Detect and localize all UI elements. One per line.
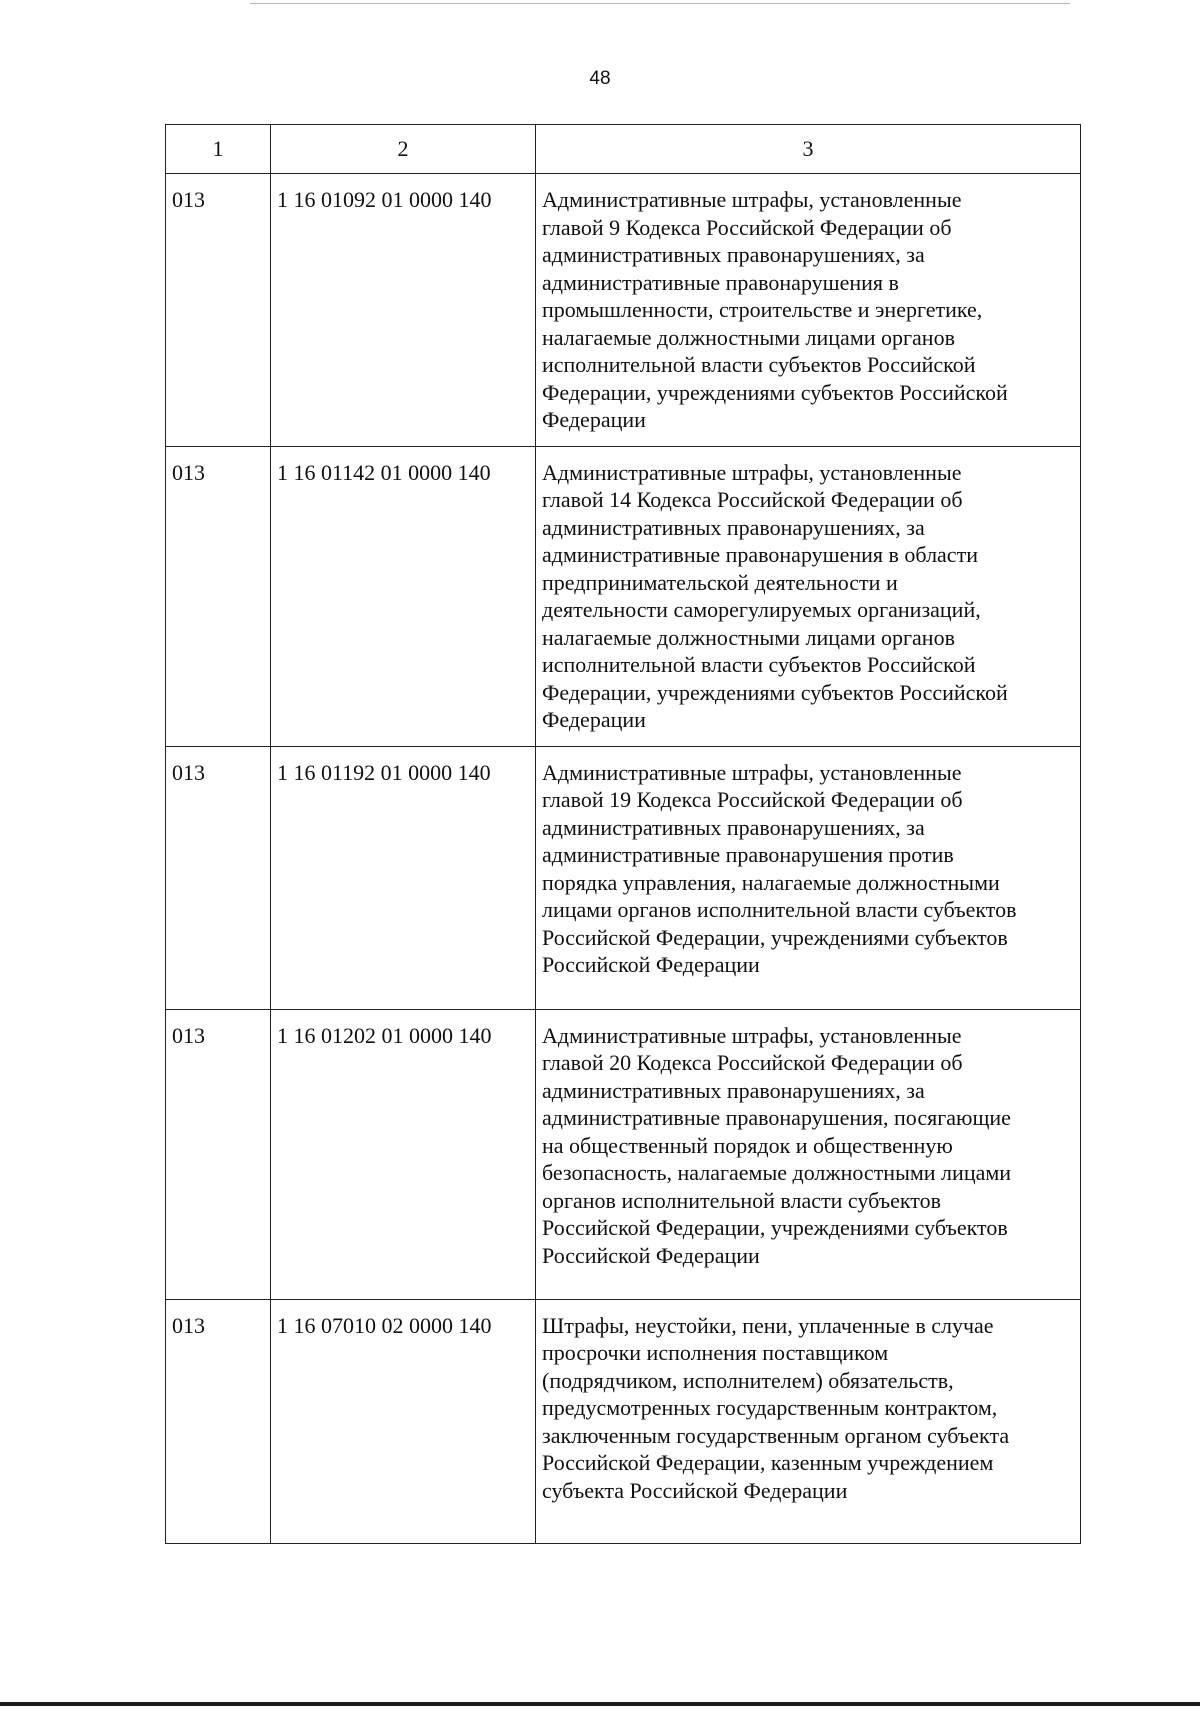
description-line: лицами органов исполнительной власти субъектов xyxy=(542,897,1017,922)
description-line: исполнительной власти субъектов Российской xyxy=(542,352,976,377)
description-line: просрочки исполнения поставщиком xyxy=(542,1340,889,1365)
description-line: (подрядчиком, исполнителем) обязательств, xyxy=(542,1367,954,1393)
description-line: налагаемые должностными лицами органов xyxy=(542,624,955,650)
description-line: порядка управления, налагаемые должностными xyxy=(542,869,1000,895)
description-cell xyxy=(536,1299,1081,1543)
description-line: предпринимательской деятельности и xyxy=(542,569,898,595)
description-line: Административные штрафы, установленные xyxy=(542,759,962,785)
table-row xyxy=(166,174,1081,447)
description-line: административные правонарушения, посягающие xyxy=(542,1105,1011,1130)
description-line: субъекта Российской Федерации xyxy=(542,1477,848,1503)
description-line: Административные штрафы, установленные xyxy=(542,459,962,485)
admin-code-cell: 013 xyxy=(166,1299,271,1543)
description-line: Российской Федерации xyxy=(542,1242,760,1268)
description-line: на общественный порядок и общественную xyxy=(542,1132,953,1158)
kbk-code-cell: 1 16 07010 02 0000 140 xyxy=(271,1299,536,1543)
description-line: заключенным государственным органом субъекта xyxy=(542,1422,1010,1448)
description-cell xyxy=(536,746,1081,1009)
table-row xyxy=(166,1009,1081,1299)
description-line: Российской Федерации, учреждениями субъектов xyxy=(542,1215,1008,1240)
admin-code-cell: 013 xyxy=(166,1009,271,1299)
description-line: административных правонарушениях, за xyxy=(542,814,925,840)
description-line: Федерации, учреждениями субъектов Российской xyxy=(542,679,1008,705)
description-line: безопасность, налагаемые должностными лицами xyxy=(542,1160,1012,1185)
admin-code-cell: 013 xyxy=(166,174,271,447)
kbk-code-cell: 1 16 01092 01 0000 140 xyxy=(271,174,536,447)
description-line: промышленности, строительстве и энергетике, xyxy=(542,297,983,322)
scan-edge-top xyxy=(250,3,1070,4)
description-cell xyxy=(536,1009,1081,1299)
admin-code-cell: 013 xyxy=(166,446,271,746)
description-line: административные правонарушения в области xyxy=(542,542,978,567)
page-number: 48 xyxy=(589,68,611,89)
kbk-code-cell: 1 16 01192 01 0000 140 xyxy=(271,746,536,1009)
header-col-2: 2 xyxy=(271,125,536,174)
table-row xyxy=(166,446,1081,746)
table-header-row xyxy=(166,125,1081,174)
description-line: Российской Федерации, казенным учреждением xyxy=(542,1450,994,1475)
description-line: административных правонарушениях, за xyxy=(542,242,925,267)
description-line: главой 20 Кодекса Российской Федерации об xyxy=(542,1050,963,1075)
description-line: Федерации, учреждениями субъектов Российской xyxy=(542,379,1008,405)
scan-edge-bottom xyxy=(0,1702,1200,1706)
description-line: предусмотренных государственным контрактом, xyxy=(542,1395,998,1420)
description-line: Административные штрафы, установленные xyxy=(542,187,962,212)
kbk-code-cell: 1 16 01202 01 0000 140 xyxy=(271,1009,536,1299)
description-line: Штрафы, неустойки, пени, уплаченные в случае xyxy=(542,1312,994,1338)
description-line: налагаемые должностными лицами органов xyxy=(542,324,955,350)
table-row xyxy=(166,746,1081,1009)
description-line: деятельности саморегулируемых организаций, xyxy=(542,597,981,622)
table-row xyxy=(166,1299,1081,1543)
description-line: Федерации xyxy=(542,407,646,432)
description-cell xyxy=(536,174,1081,447)
description-line: административные правонарушения в xyxy=(542,269,899,295)
description-line: главой 9 Кодекса Российской Федерации об xyxy=(542,214,952,240)
budget-codes-table xyxy=(165,124,1081,1544)
description-line: Российской Федерации, учреждениями субъектов xyxy=(542,924,1008,950)
description-line: Российской Федерации xyxy=(542,952,760,977)
kbk-code-cell: 1 16 01142 01 0000 140 xyxy=(271,446,536,746)
description-line: Федерации xyxy=(542,707,646,732)
description-line: административные правонарушения против xyxy=(542,842,954,867)
description-line: исполнительной власти субъектов Российской xyxy=(542,652,976,677)
description-cell xyxy=(536,446,1081,746)
description-line: Административные штрафы, установленные xyxy=(542,1022,962,1048)
description-line: главой 14 Кодекса Российской Федерации об xyxy=(542,487,963,512)
header-col-1: 1 xyxy=(166,125,271,174)
description-line: главой 19 Кодекса Российской Федерации об xyxy=(542,787,963,812)
header-col-3: 3 xyxy=(536,125,1081,174)
admin-code-cell: 013 xyxy=(166,746,271,1009)
description-line: административных правонарушениях, за xyxy=(542,514,925,540)
description-line: административных правонарушениях, за xyxy=(542,1077,925,1103)
description-line: органов исполнительной власти субъектов xyxy=(542,1187,942,1213)
